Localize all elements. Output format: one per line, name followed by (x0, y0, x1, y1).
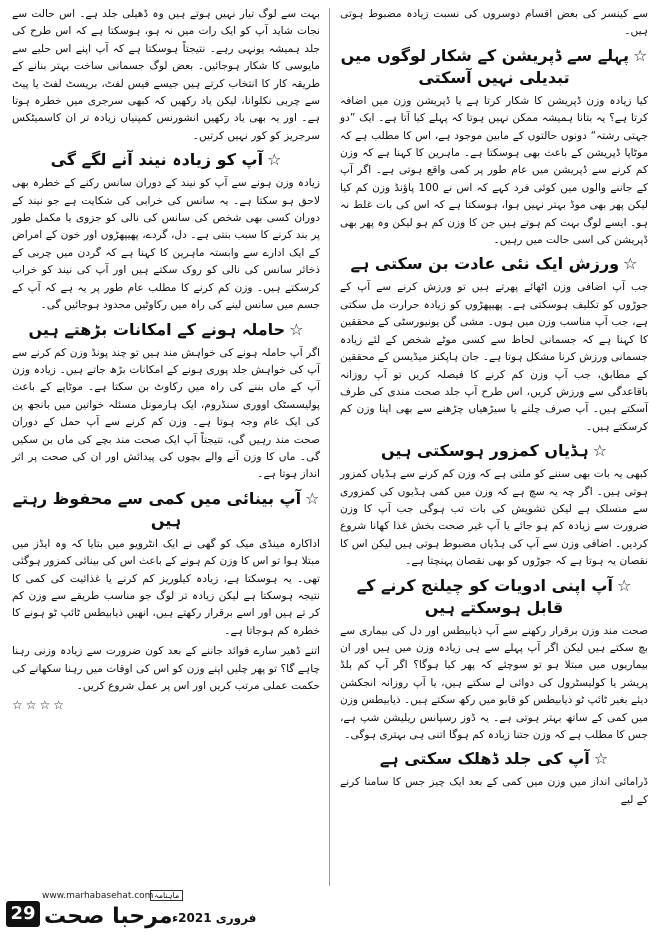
section-heading-text: آپ اپنی ادویات کو چیلنج کرنے کے قابل ہوسکتے ہیں (356, 575, 613, 617)
monthly-label: ماہنامہ (150, 890, 183, 901)
paragraph: جب آپ اضافی وزن اٹھائے پھرتے ہیں تو ورزش کرنے سے آپ کے جوڑوں کو تکلیف ہوسکتی ہے۔ پھیپھڑوں کو زیادہ حرارت مل سکتی ہے، جب آپ مناسب وزن میں ہوں۔ مشی گن یونیورسٹی کے محققین کا کہنا ہے کہ جسمانی لحاظ سے کسی موٹے شخص کے لئے زیادہ جسمانی ورزش کرنا مشکل ہوتا ہے۔ جان ہاپکنز میڈیسن کے محققین کے مطابق، جب آپ وزن کم کرنے کا فیصلہ کریں تو آپ روزانہ باقاعدگی سے ورزش کریں، اس طرح آپ جلد صحت مندی کی طرف آسکتے ہیں۔ آپ صرف چلنے یا سیڑھیاں چڑھنے سے بھی اپنا وزن کم کرسکتے ہیں۔ (340, 281, 648, 433)
section-heading (12, 149, 320, 171)
column-divider (329, 8, 330, 886)
section-heading (340, 748, 648, 770)
section-heading-text: آپ کو زیادہ نیند آنے لگے گی (50, 150, 264, 170)
star-icon: ☆ (633, 45, 648, 65)
end-stars: ☆☆☆☆ (12, 698, 68, 713)
section-heading-text: حاملہ ہونے کے امکانات بڑھتے ہیں (28, 319, 286, 339)
right-column (340, 6, 648, 812)
paragraph: کبھی یہ بات بھی سننے کو ملتی ہے کہ وزن کم کرنے سے ہڈیاں کمزور ہوتی ہیں۔ اگر چہ یہ سچ ہے کہ وزن میں کمی ہڈیوں کی کمزوری سے منسلک ہے لیکن تشویش کی بات تب ہوگی جب آپ کا وزن ضرورت سے زیادہ کم ہو جائے یا آپ غیر صحت بخش غذا کھانا شروع کردیں۔ اضافی وزن سے آپ کی ہڈیاں مضبوط ہوتی ہیں لیکن اس کا نقصان یہ ہوتا ہے کہ جوڑوں کو بھی نقصان پہنچتا ہے۔ (340, 468, 648, 568)
section-heading-text: پہلے سے ڈپریشن کے شکار لوگوں میں تبدیلی نہیں آسکتی (340, 45, 630, 87)
page-footer (0, 889, 330, 935)
paragraph: صحت مند وزن برقرار رکھنے سے آپ ذیابیطس اور دل کی بیماری سے بچ سکتے ہیں لیکن اگر آپ پہلے سے ہی زیادہ وزن میں ہیں اور ان بیماریوں میں مبتلا ہو تو سوچئے کہ پھر کیا ہوگا؟ اگر آپ کم بلڈ پریشر یا کولیسٹرول کی دوائی لے سکتے ہیں، یا آپ روزانہ انجکشن دیئے بغیر ٹائپ ٹو ذیابیطس کو قابو میں رکھ سکتے ہیں۔ ذیابیطس وزن میں کمی کے ساتھ بہتر ہوتی ہے۔ یہ ڈوز رسپانس ریلیشن شپ ہے، جس کا مطلب ہے کہ وزن جتنا زیادہ کم ہوگا اتنی ہی بہتری ہوگی۔ (340, 624, 648, 741)
star-icon: ☆ (289, 319, 304, 339)
star-icon: ☆ (267, 150, 282, 170)
paragraph: ڈرامائی انداز میں وزن میں کمی کے بعد ایک چیز جس کا سامنا کرنے کے لیے (340, 776, 648, 806)
section-heading (340, 45, 648, 89)
section-heading (340, 575, 648, 619)
paragraph: سے کینسر کی بعض اقسام دوسروں کی نسبت زیادہ مضبوط ہوتی ہیں۔ (340, 8, 648, 38)
section-heading (12, 319, 320, 341)
paragraph: کیا زیادہ وزن ڈپریشن کا شکار کرتا ہے یا ڈپریشن وزن میں اضافہ کرتا ہے؟ یہ بتانا ہمیشہ ممکن نہیں ہوتا کہ پہلے کیا آتا ہے۔ ایک ”دو جہتی رشتہ“ دونوں حالتوں کے مابین موجود ہے، اس کا مطلب ہے کہ موٹاپا ڈپریشن کے باعث بھی ہوسکتا ہے۔ ماہرین کا کہنا ہے کہ وزن کم کرنے سے ڈپریشن میں عام طور پر کمی واقع ہوتی ہے۔ اگر آپ کے جاننے والوں میں کوئی فرد کہے کہ اس نے 100 پاؤنڈ وزن کم کیا لیکن پھر بھی موڈ بہتر نہیں ہوا، ہوسکتا ہے کہ اس کی بات غلط نہ ہو۔ ایسے لوگ بہت کم ہوتے ہیں جن کا وزن کم ہو لیکن وہ پھر بھی ڈپریشن کی اسی حالت میں رہیں۔ (340, 94, 648, 247)
paragraph: زیادہ وزن ہونے سے آپ کو نیند کے دوران سانس رکنے کے خطرہ بھی لاحق ہو سکتا ہے۔ یہ سانس کی خرابی کی شکایت ہے جو نیند کے دوران کسی بھی شخص کی سانس کی نالی کو جزوی یا مکمل طور پر بند کرنے کا سبب بنتی ہے۔ دل، گردے، پھیپھڑوں اور خون کے امراض کے ایک ادارے سے وابستہ ماہرین کا کہنا ہے کہ گردن میں چربی کے ذخائر سانس کی نالی کو روک سکتے ہیں اور آپ کی نیند کو خراب کرسکتے ہیں۔ وزن کم کرنے کا مطلب عام طور پر یہ ہے کہ آپ کے جسم میں سانس لینے کی راہ میں رکاوٹیں محدود ہوجائیں گی۔ (12, 177, 320, 312)
paragraph: اگر آپ حاملہ ہونے کی خواہش مند ہیں تو چند پونڈ وزن کم کرنے سے آپ کی خواہش جلد پوری ہونے کے امکانات بڑھ جاتے ہیں۔ زیادہ وزن آپ کے ماں بننے کی راہ میں رکاوٹ بن سکتا ہے۔ موٹاپے کے باعث پولیسسٹک اووری سنڈروم، ایک ہارمونل مسئلہ خواتین میں بانجھ پن کی ایک عام وجہ ہوتا ہے۔ وزن کم کرنے سے آپ حمل کے دوران صحت مند رہیں گی، نتیجتاً آپ ایک صحت مند بچے کی ماں بن سکیں گی۔ ماں کا وزن آنے والے بچوں کی پیدائش اور ان کی صحت پر اثر انداز ہوتا ہے۔ (12, 346, 320, 481)
star-icon: ☆ (623, 254, 638, 274)
star-icon: ☆ (593, 749, 609, 769)
issue-date: فروری 2021ء (172, 911, 257, 925)
section-heading-text: آپ کی جلد ڈھلک سکتی ہے (379, 749, 590, 769)
section-heading-text: ورزش ایک نئی عادت بن سکتی ہے (350, 254, 620, 274)
paragraph: اداکارہ مینڈی میک کو گھی نے ایک انٹرویو میں بتایا کہ وہ ایڈز میں مبتلا ہوا تو اس کا وزن کم ہونے کے باعث اس کی بینائی کمزور ہوگئی تھی۔ یہ ہوسکتا ہے، زیادہ کیلوریز کم کرنے یا غذائیت کی کمی کا نتیجہ ہوسکتا ہے لیکن زیادہ تر لوگ جو مناسب طریقے سے وزن کم کر تے ہیں اور اسے برقرار رکھتے ہیں، انھیں ذیابیطس ٹائپ ٹو ہونے کا خطرہ کم ہوجاتا ہے۔ (12, 537, 320, 637)
magazine-logo: مرحبا صحت (44, 904, 173, 929)
section-heading (340, 253, 648, 275)
left-column (12, 6, 320, 712)
section-heading (340, 440, 648, 462)
section-heading (12, 488, 320, 532)
website-url[interactable]: www.marhabasehat.com (42, 891, 154, 901)
page-number: 29 (6, 901, 40, 927)
star-icon: ☆ (592, 441, 607, 461)
star-icon: ☆ (616, 575, 632, 595)
section-heading-text: آپ بینائی میں کمی سے محفوظ رہتے ہیں (12, 488, 302, 530)
section-heading-text: ہڈیاں کمزور ہوسکتی ہیں (381, 441, 589, 461)
paragraph: اتنے ڈھیر سارے فوائد جاننے کے بعد کون ضرورت سے زیادہ وزنی رہنا چاہے گا؟ تو پھر چلیں اپنے وزن کو اس کی اوقات میں رہنا سکھانے کی حکمت عملی مرتب کریں اور اس پر عمل شروع کریں۔ (12, 645, 320, 692)
star-icon: ☆ (305, 488, 320, 508)
paragraph: بہت سے لوگ تیار نہیں ہوتے ہیں وہ ڈھیلی جلد ہے۔ اس حالت سے نجات شاید آپ کو ایک رات میں نہ ہو، ہوسکتا ہے کہ اس طرح کی جلد ہمیشہ یونہی رہے۔ نتیجتاً ہوسکتا ہے کہ آپ اپنے اس حلیے سے مایوسی کا شکار ہوجائیں۔ بعض لوگ جسمانی ساخت بہتر بنانے کے طریقہ کار کا انتخاب کرتے ہیں جیسے فیس لفٹ، بریسٹ لفٹ یا پیٹ سے چربی نکلوانا، لیکن یاد رکھیں کہ کبھی سرجری میں خطرہ ہوتا ہے۔ اور یہ بھی یاد رکھیں انشورنس کمپنیاں زیادہ تر ان کاسمیٹکس سرجریز کو کور نہیں کرتیں۔ (12, 8, 320, 142)
